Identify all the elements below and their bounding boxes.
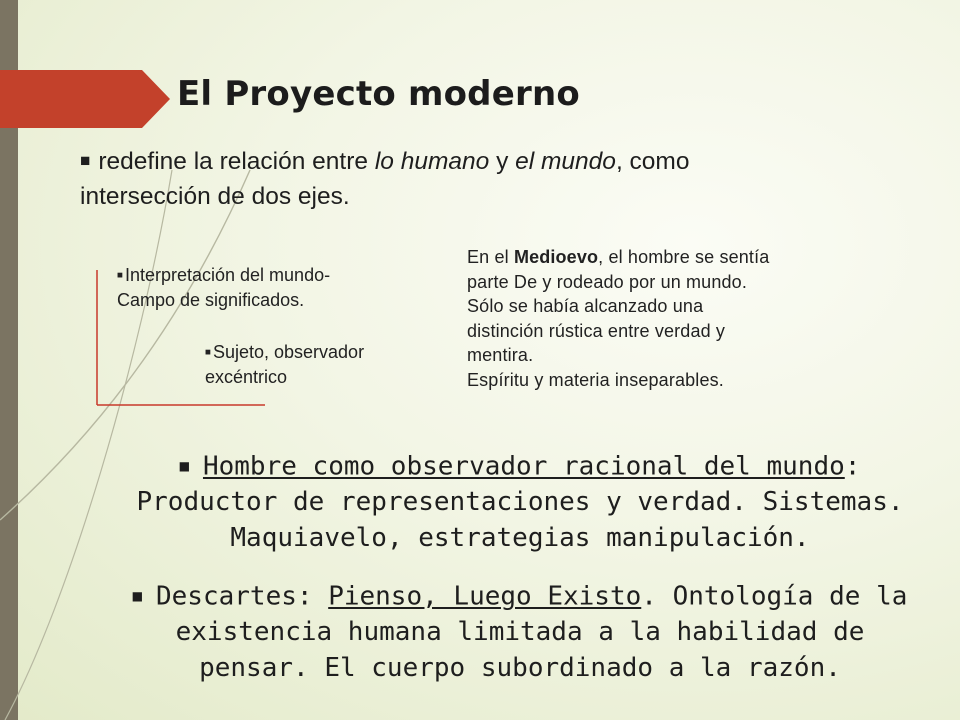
square-bullet-icon: ■ <box>132 587 142 605</box>
medioevo-keyword: Medioevo <box>513 247 599 267</box>
axis-x-label-line-1: Sujeto, observador <box>212 342 365 362</box>
intro-bullet <box>80 143 930 214</box>
horizontal-axis-label <box>205 340 435 389</box>
bullet-hombre-observador: ■ Hombre como observador racional del mundo: Productor de representaciones y verdad. Sistemas. Maquiavelo, estrategias manipulación. <box>80 448 960 556</box>
intro-line-1 <box>80 143 930 179</box>
medioevo-line-5: mentira. <box>467 345 534 365</box>
intro-term-lo-humano: lo humano <box>374 148 490 176</box>
title-accent-tab <box>0 70 170 128</box>
medioevo-line-4: distinción rústica entre verdad y <box>467 320 726 341</box>
axis-y-label-line-1: Interpretación del mundo- <box>124 265 331 285</box>
hombre-underlined-phrase: Hombre como observador racional del mundo <box>202 451 845 482</box>
medioevo-line-6: Espíritu y materia inseparables. <box>467 369 724 390</box>
descartes-line-2: existencia humana limitada a la habilidad de <box>175 617 865 648</box>
square-bullet-icon: ■ <box>205 347 211 359</box>
intro-suffix: , como <box>615 148 690 176</box>
intro-connector: y <box>489 148 516 176</box>
intro-line-2: intersección de dos ejes. <box>80 183 350 211</box>
square-bullet-icon: ■ <box>179 457 189 475</box>
intro-term-el-mundo: el mundo <box>515 148 616 176</box>
square-bullet-icon: ■ <box>117 270 123 282</box>
axis-y-label-line-2: Campo de significados. <box>117 290 305 311</box>
slide-title: El Proyecto moderno <box>177 74 580 114</box>
medioevo-note: En el Medioevo, el hombre se sentía parte De y rodeado por un mundo. Sólo se había alcanzado una distinción rústica entre verdad y mentira. Espíritu y materia inseparables. <box>467 245 887 392</box>
medioevo-line-2: parte De y rodeado por un mundo. <box>467 271 747 292</box>
vertical-axis-label <box>117 263 417 312</box>
descartes-underlined-phrase: Pienso, Luego Existo <box>328 581 642 612</box>
axis-x-label-line-2: excéntrico <box>205 367 288 388</box>
medioevo-line-3: Sólo se había alcanzado una <box>467 296 704 316</box>
hombre-line-2: Productor de representaciones y verdad. Sistemas. <box>136 487 904 518</box>
bullet-descartes: ■ Descartes: Pienso, Luego Existo. Ontología de la existencia humana limitada a la habilidad de pensar. El cuerpo subordinado a la razón. <box>80 578 960 686</box>
square-bullet-icon: ■ <box>80 150 91 170</box>
intro-prefix: redefine la relación entre <box>98 148 375 176</box>
descartes-line-3: pensar. El cuerpo subordinado a la razón. <box>199 653 841 684</box>
hombre-line-3: Maquiavelo, estrategias manipulación. <box>230 523 810 554</box>
